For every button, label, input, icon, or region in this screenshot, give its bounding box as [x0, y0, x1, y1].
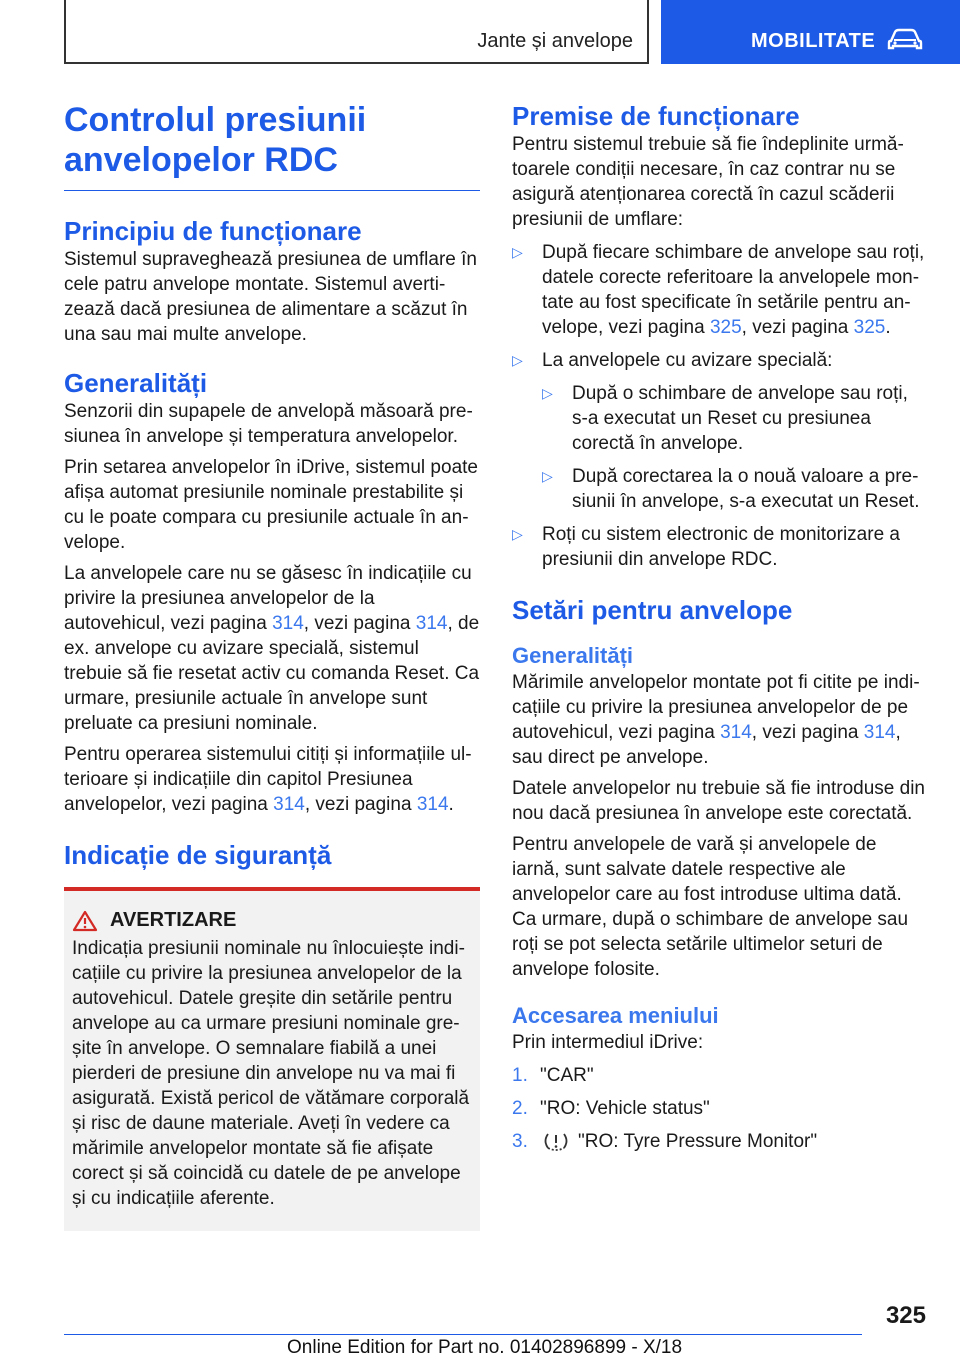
paragraph-principle: Sistemul supraveghează presiunea de umflare în cele patru anvelope montate. Sistemul avertizează dacă presiunea de alimentare a scăzut în una sau mai multe anvelope.	[64, 249, 477, 345]
footer-edition: Online Edition for Part no. 01402896899 - X/18	[287, 1337, 683, 1358]
text-fragment: Pentru operarea sistemului citiți și informațiile ulterioare și indicațiile din capitol Presiunea anvelopelor, vezi pagina	[64, 744, 472, 815]
paragraph-settings-1	[512, 670, 926, 770]
text-fragment: .	[448, 794, 454, 815]
tyre-pressure-icon	[542, 1130, 570, 1152]
heading-general: Generalități	[64, 368, 208, 398]
title-line-1: Controlul presiunii	[64, 101, 367, 139]
heading-menu: Accesarea meniului	[512, 1003, 719, 1028]
text-fragment: , vezi pagina	[303, 613, 416, 634]
header-category-title: MOBILITATE	[751, 30, 876, 52]
step-item	[512, 1129, 926, 1154]
warning-text: Indicația presiunii nominale nu înlocuiește indicațiile cu privire la presiunea anvelopelor de la autovehicul. Datele greșite din setările pentru anvelope au ca urmare presiuni nominale greșite în anvelope. O semnalare fiabilă a unei pierderi de presiune din anvelope nu va mai fi asigurată. Există pericol de vătămare corporală și risc de daune materiale. Aveți în vedere ca mărimile anvelopelor montate să fie afișate corect și să coincidă cu datele de pe anvelope și cu indicațiile aferente.	[72, 938, 470, 1209]
page-title	[64, 100, 480, 180]
bullet-triangle-icon: ▷	[542, 468, 553, 484]
step-text: "RO: Vehicle status"	[540, 1098, 710, 1119]
right-column	[512, 100, 926, 1154]
page-link[interactable]: 314	[416, 794, 449, 815]
list-item	[512, 522, 926, 572]
paragraph-general-3	[64, 561, 480, 736]
page-link[interactable]: 314	[720, 722, 752, 743]
text-fragment: La anvelopele care nu se găsesc în indicațiile cu privire la presiunea anvelopelor de la autovehicul, vezi pagina	[64, 563, 472, 634]
list-item-text: După corectarea la o nouă valoare a presiunii în anvelope, s-a executat un Reset.	[572, 466, 920, 512]
paragraph-general-1: Senzorii din supapele de anvelopă măsoară presiunea în anvelope și temperatura anvelopelor.	[64, 401, 473, 447]
text-fragment: , vezi pagina	[304, 794, 417, 815]
paragraph-menu: Prin intermediul iDrive:	[512, 1032, 704, 1053]
left-column	[64, 100, 480, 1231]
page-link[interactable]: 314	[863, 722, 896, 743]
text-fragment: , vezi pagina	[751, 722, 864, 743]
header-section-box	[64, 0, 649, 64]
list-item-text: La anvelopele cu avizare specială:	[542, 350, 833, 371]
step-item	[512, 1063, 926, 1088]
paragraph-premises: Pentru sistemul trebuie să fie îndeplinite următoarele condiții necesare, în caz contrar nu se asigură atenționarea corectă în cazul scăderii presiunii de umflare:	[512, 134, 904, 230]
paragraph-general-2: Prin setarea anvelopelor în iDrive, sistemul poate afișa automat presiunile nominale prestabilite și cu le poate compara cu presiunile actuale în anvelope.	[64, 457, 478, 553]
list-item-nested	[542, 464, 926, 514]
step-text: "CAR"	[540, 1065, 594, 1086]
car-icon	[887, 27, 923, 51]
header-category-box	[661, 0, 960, 64]
page-link[interactable]: 314	[415, 613, 448, 634]
page-link[interactable]: 325	[709, 317, 742, 338]
text-fragment: , de ex. anvelope cu avizare specială, sistemul trebuie să fie resetat activ cu comanda Reset. Ca urmare, presiunile actuale în anvelope sunt preluate ca presiuni nominale.	[64, 613, 480, 734]
heading-safety: Indicație de siguranță	[64, 840, 332, 870]
warning-title: AVERTIZARE	[110, 909, 237, 931]
title-line-2: anvelopelor RDC	[64, 141, 338, 179]
title-rule	[64, 190, 480, 191]
paragraph-general-4	[64, 742, 480, 817]
list-item-nested	[542, 381, 926, 456]
heading-premises: Premise de funcționare	[512, 101, 800, 131]
warning-triangle-icon	[72, 910, 98, 932]
list-item-text: Roți cu sistem electronic de monitorizare a presiunii din anvelope RDC.	[542, 524, 900, 570]
text-fragment: .	[885, 317, 891, 338]
step-number: 2.	[512, 1098, 528, 1119]
list-item-text	[542, 240, 926, 340]
bullet-triangle-icon: ▷	[512, 352, 523, 368]
step-text: "RO: Tyre Pressure Monitor"	[578, 1131, 818, 1152]
text-fragment: , sau direct pe anvelope.	[512, 722, 901, 768]
page-number: 325	[885, 1302, 926, 1329]
list-item-text: După o schimbare de anvelope sau roți, s-a executat un Reset cu presiunea corectă în anvelope.	[572, 383, 908, 454]
page-link[interactable]: 325	[853, 317, 886, 338]
step-number: 1.	[512, 1065, 528, 1086]
bullet-triangle-icon: ▷	[512, 526, 523, 542]
paragraph-settings-2: Datele anvelopelor nu trebuie să fie introduse din nou dacă presiunea în anvelope este corectată.	[512, 778, 925, 824]
text-fragment: După fiecare schimbare de anvelope sau roți, datele corecte referitoare la anvelopele montate au fost specificate în setările pentru anvelope, vezi pagina	[542, 242, 925, 338]
list-item	[512, 240, 926, 340]
step-item	[512, 1096, 926, 1121]
step-number: 3.	[512, 1131, 528, 1152]
paragraph-settings-3: Pentru anvelopele de vară și anvelopele de iarnă, sunt salvate datele respective ale anvelopelor care au fost introduse ultima dată. Ca urmare, după o schimbare de anvelope sau roți se pot selecta setările ultimelor seturi de anvelope folosite.	[512, 834, 909, 980]
heading-settings: Setări pentru anvelope	[512, 595, 793, 625]
heading-principle: Principiu de funcționare	[64, 216, 362, 246]
bullet-triangle-icon: ▷	[512, 244, 523, 260]
list-item	[512, 348, 926, 373]
header-section-title: Jante și anvelope	[477, 30, 633, 52]
page-link[interactable]: 314	[272, 613, 304, 634]
bullet-triangle-icon: ▷	[542, 385, 553, 401]
text-fragment: Mărimile anvelopelor montate pot fi citite pe indicațiile cu privire la presiunea anvelopelor de pe autovehicul, vezi pagina	[512, 672, 920, 743]
heading-settings-general: Generalități	[512, 643, 634, 668]
warning-header	[72, 909, 472, 932]
page-link[interactable]: 314	[273, 794, 305, 815]
footer-rule	[64, 1334, 862, 1335]
text-fragment: , vezi pagina	[741, 317, 854, 338]
warning-box	[64, 887, 480, 1231]
